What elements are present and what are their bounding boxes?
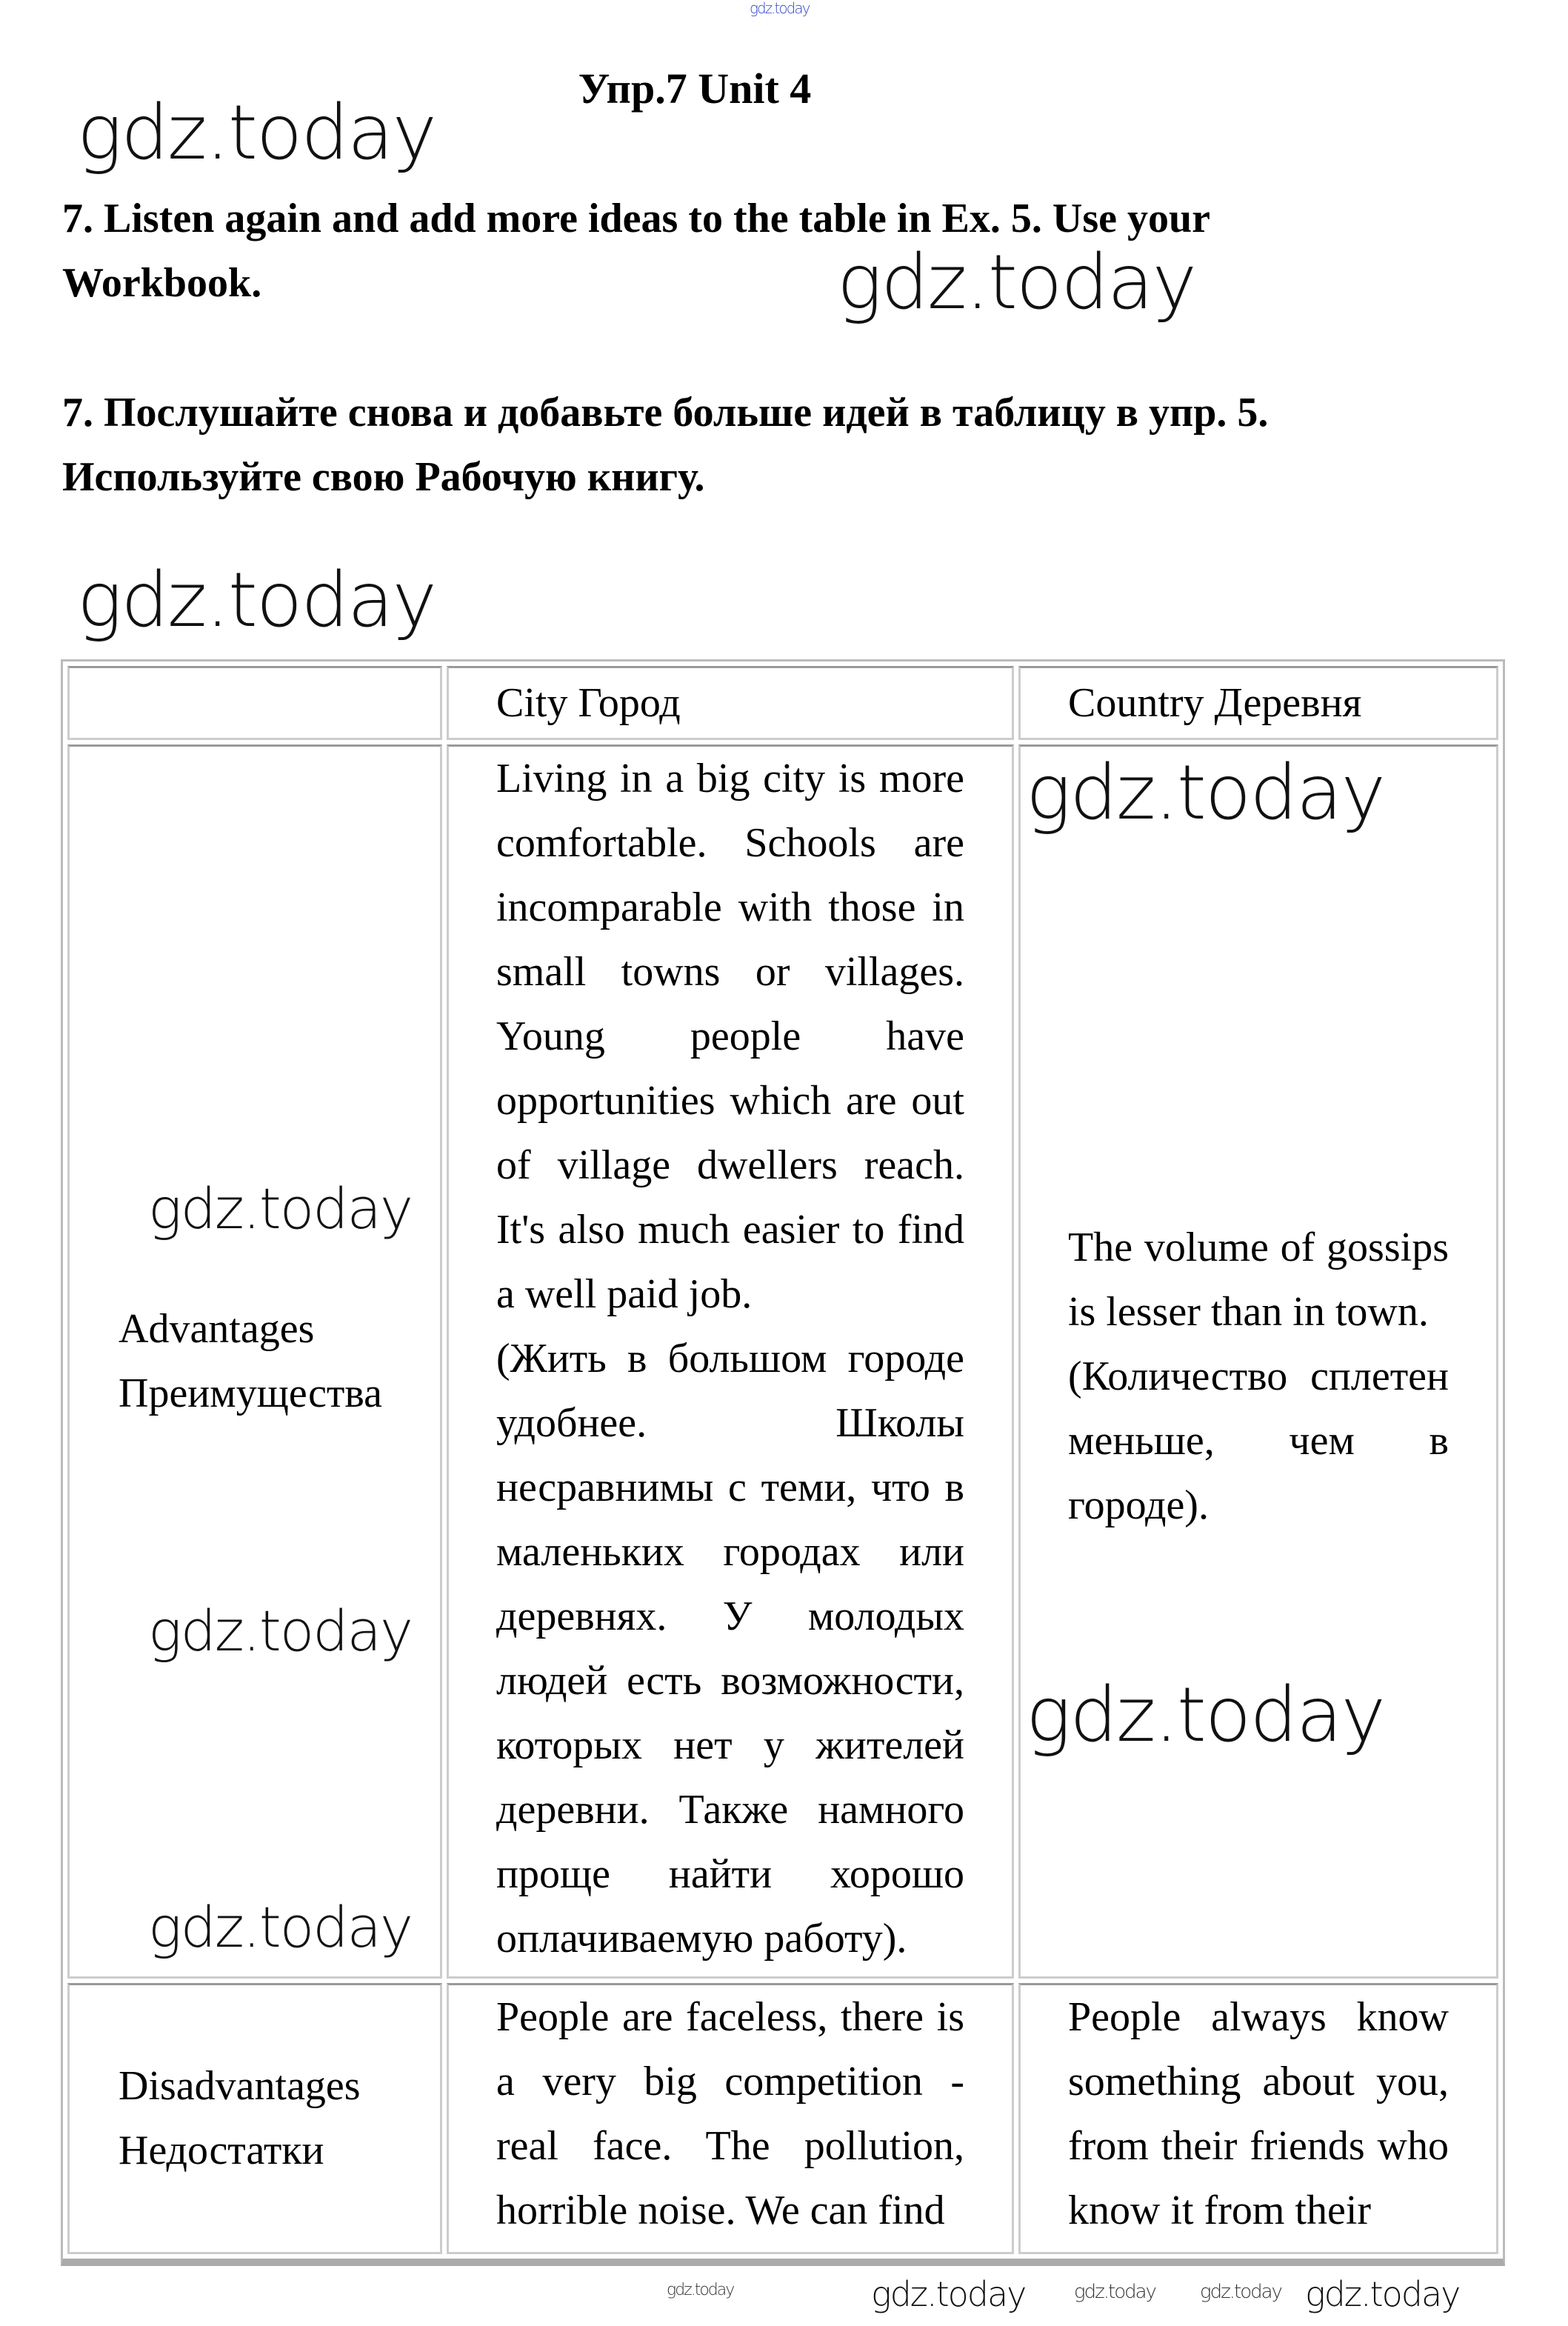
header-cell-city: City Город [447,666,1014,740]
watermark: gdz.today [77,556,436,644]
watermark: gdz.today [77,89,436,177]
instruction-english: 7. Listen again and add more ideas to the table in Ex. 5. Use your Workbook. [62,196,1210,306]
watermark: gdz.today [1305,2274,1460,2314]
city-text-russian: (Жить в большом городе удобнее. Школы несравнимы с теми, что в маленьких городах или деревнях. У молодых людей есть возможности, которых нет у жителей деревни. Также намного проще найти хорошо оплачиваемую работу). [496,1336,964,1962]
watermark: gdz.today [1074,2281,1155,2303]
watermark: gdz.today [837,239,1195,327]
city-text-english: Living in a big city is more comfortable. Schools are incomparable with those in small towns or villages. Young people have opportunities which are out of village dwellers reach. It's also much easier to find a well paid job. [496,756,964,1317]
country-cell [1018,744,1498,1979]
country-text-english: People always know something about you, from their friends who know it from their [1068,1994,1449,2233]
row-label-cell [67,1983,442,2254]
row-label-cell [67,744,442,1979]
table-header-row [67,666,1498,740]
city-text-english: People are faceless, there is a very big competition - real face. The pollution, horrible noise. We can find [496,1994,964,2233]
instruction-russian: 7. Послушайте снова и добавьте больше идей в таблицу в упр. 5. Используйте свою Рабочую книгу. [62,390,1269,500]
table-row [67,744,1498,1979]
watermark: gdz.today [667,2281,734,2299]
watermark: gdz.today [1026,1671,1384,1759]
comparison-table [61,659,1505,2266]
row-label-russian: Преимущества [119,1370,382,1416]
row-label-russian: Недостатки [119,2127,324,2173]
city-cell [447,1983,1014,2254]
page-title: Упр.7 Unit 4 [578,64,812,113]
watermark: gdz.today [148,1598,412,1664]
watermark: gdz.today [148,1176,412,1242]
table-row [67,1983,1498,2254]
country-text-english: The volume of gossips is lesser than in town. [1068,1224,1449,1335]
watermark: gdz.today [1026,749,1384,837]
watermark: gdz.today [871,2274,1026,2314]
country-cell [1018,1983,1498,2254]
header-cell-empty [67,666,442,740]
row-label-english: Advantages [119,1306,315,1352]
header-cell-country: Country Деревня [1018,666,1498,740]
watermark: gdz.today [750,0,810,17]
city-cell [447,744,1014,1979]
watermark: gdz.today [148,1894,412,1960]
watermark: gdz.today [1200,2281,1281,2303]
row-label-english: Disadvantages [119,2063,361,2109]
country-text-russian: (Количество сплетен меньше, чем в городе). [1068,1353,1449,1528]
